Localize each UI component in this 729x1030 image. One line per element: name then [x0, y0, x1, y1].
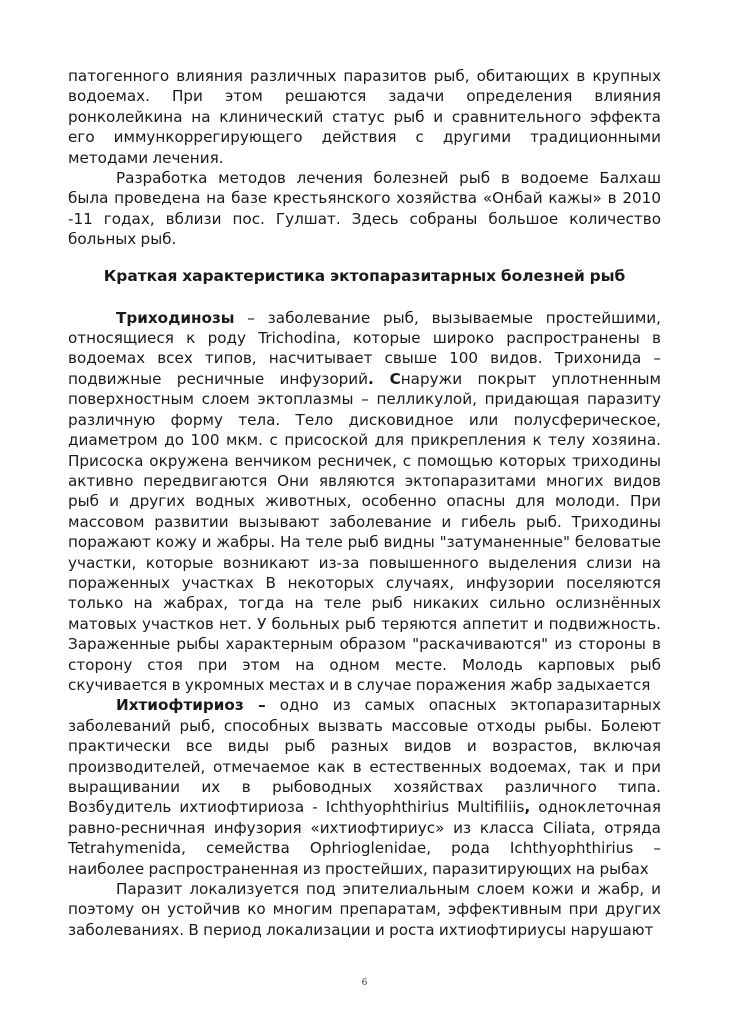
section-heading: Краткая характеристика эктопаразитарных болезней рыб [103, 266, 626, 285]
trichodinosis-text-part-2: наружи покрыт уплотненным поверхностным слоем эктоплазмы – пелликулой, придающая паразиту различную форму тела. Тело дисковидное или полусферическое, диаметром до 100 мкм. с присоской для прикрепления к телу хозяина. Присоска окружена венчиком ресничек, с помощью которых триходины активно передвигаются Они являются эктопаразитами многих видов рыб и других водных животных, особенно опасны для молоди. При массовом развитии вызывают заболевание и гибель рыб. Триходины поражают кожу и жабры. На теле рыб видны "затуманенные" беловатые участки, которые возникают из-за повышенного выделения слизи на пораженных участках В некоторых случаях, инфузории поселяются только на жабрах, тогда на теле рыб никаких сильно ослизнённых матовых участков нет. У больных рыб теряются аппетит и подвижность. Зараженные рыбы характерным образом "раскачиваются" из стороны в сторону стоя при этом на одном месте. Молодь карповых рыб скучивается в укромных местах и в случае поражения жабр задыхается [68, 369, 662, 694]
document-page [68, 66, 661, 940]
paragraph-ichthyophthiriasis [68, 695, 661, 879]
page-number: 6 [361, 978, 368, 988]
term-trichodinosis: Триходинозы [116, 308, 235, 327]
paragraph-balkhash: Разработка методов лечения болезней рыб в водоеме Балхаш была проведена на базе крестьянского хозяйства «Онбай кажы» в 2010 -11 годах, вблизи пос. Гулшат. Здесь собраны большое количество больных рыб. [68, 169, 661, 249]
paragraph-trichodinosis [68, 308, 661, 696]
trichodinosis-text-part-1: – заболевание рыб, вызываемые простейшими, относящиеся к роду Trichodina, которые широко распространены в водоемах всех типов, насчитывает свыше 100 видов. Трихонида – подвижные ресничные инфузорий [68, 308, 661, 388]
ichthyophthiriasis-text-part-2: одноклеточная равно-ресничная инфузория «ихтиофтириус» из класса Ciliata, отряда Tetrahymenida, семейства Ophrioglenidae, рода Ichthyophthirius – наиболее распространенная из простейших, паразитирующих на рыбах [68, 798, 661, 878]
paragraph-parasite: Паразит локализуется под эпителиальным слоем кожи и жабр, и поэтому он устойчив ко многим препаратам, эффективным при других заболеваниях. В период локализации и роста ихтиофтириусы нарушают [68, 880, 661, 939]
paragraph-intro: патогенного влияния различных паразитов рыб, обитающих в крупных водоемах. При этом решаются задачи определения влияния ронколейкина на клинический статус рыб и сравнительного эффекта его иммункоррегирующего действия с другими традиционными методами лечения. [68, 67, 661, 167]
term-ichthyophthiriasis: Ихтиофтириоз – [116, 696, 266, 715]
trichodinosis-bold-mark: . С [368, 369, 401, 388]
ichthyophthiriasis-bold-mark: , [524, 798, 531, 817]
ichthyophthiriasis-text-part-1: одно из самых опасных эктопаразитарных заболеваний рыб, способных вызвать массовые отходы рыбы. Болеют практически все виды рыб разных видов и возрастов, включая производителей, отмечаемое как в естественных водоемах, так и при выращивании их в рыбоводных хозяйствах различного типа. Возбудитель ихтиофтириоза - Ichthyophthirius Multifiliis [68, 696, 661, 817]
